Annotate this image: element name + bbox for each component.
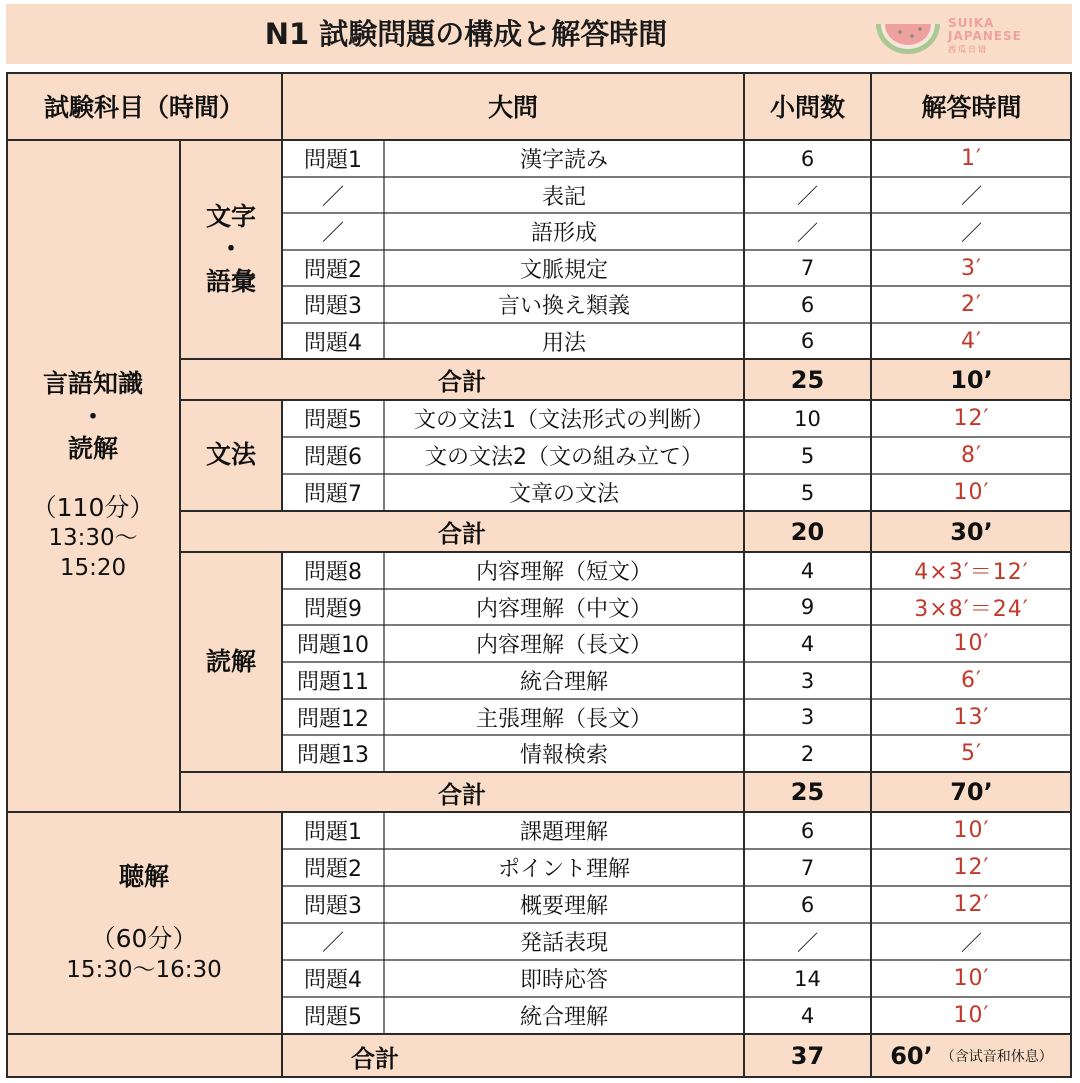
question-number: 問題5 — [304, 408, 362, 433]
question-count: 2 — [800, 741, 815, 766]
question-number: 問題1 — [304, 148, 362, 173]
subtotal-label: 合計 — [438, 520, 486, 548]
grand-total-label: 合計 — [351, 1044, 399, 1073]
question-time: 5′ — [961, 741, 982, 766]
question-number: 問題2 — [304, 857, 362, 882]
exam-structure-table — [6, 72, 1072, 1078]
question-time: ／ — [961, 930, 982, 955]
question-number: 問題3 — [304, 894, 362, 919]
question-name: 内容理解（中文） — [475, 596, 652, 622]
question-time: 4×3′＝12′ — [914, 560, 1029, 585]
question-count: 5 — [800, 480, 815, 505]
question-number: 問題2 — [304, 257, 362, 283]
group-label-bunpo: 文法 — [205, 440, 256, 470]
question-number: 問題4 — [304, 330, 362, 356]
part1-duration: （110分） — [31, 492, 155, 522]
group-moji-line1: 文字 — [205, 201, 256, 231]
grand-total-count: 37 — [790, 1042, 825, 1070]
question-name: 即時応答 — [519, 968, 608, 993]
question-name: 漢字読み — [519, 148, 608, 173]
question-name: 統合理解 — [519, 670, 608, 695]
part1-label-dot: ・ — [80, 401, 106, 431]
part1-label-sub: 読解 — [67, 434, 118, 464]
question-count: 5 — [800, 443, 815, 468]
title-bar — [6, 4, 1072, 64]
question-number: 問題8 — [304, 560, 362, 585]
question-time: 10′ — [953, 818, 990, 843]
question-name: 課題理解 — [519, 820, 608, 845]
part2-label — [6, 812, 282, 1034]
subtotal-label: 合計 — [438, 368, 486, 396]
question-time: 4′ — [961, 328, 982, 354]
question-number: 問題11 — [297, 670, 369, 695]
logo-line-2: JAPANESE — [948, 29, 1022, 43]
question-number: 問題13 — [297, 743, 369, 768]
question-number: 問題1 — [304, 820, 362, 845]
subtotal-time: 10’ — [950, 365, 993, 394]
question-time: 8′ — [961, 443, 982, 468]
question-count: 7 — [800, 256, 815, 280]
question-count: 4 — [800, 1003, 815, 1028]
part1-label-main: 言語知識 — [42, 369, 143, 399]
question-name: 概要理解 — [519, 894, 608, 919]
question-count: ／ — [797, 220, 818, 245]
subtotal-count: 25 — [790, 365, 825, 394]
group-moji-dot: ・ — [218, 234, 244, 264]
question-count: 6 — [800, 329, 815, 353]
question-time: 10′ — [953, 480, 990, 505]
question-time: 10′ — [953, 631, 990, 656]
watermelon-icon — [872, 12, 944, 58]
question-name: 情報検索 — [519, 743, 608, 768]
question-time: 13′ — [953, 704, 990, 730]
question-number: ／ — [321, 931, 344, 956]
question-name: 用法 — [541, 330, 586, 356]
question-time: 12′ — [953, 855, 990, 880]
question-time: 12′ — [953, 892, 990, 917]
question-name: 文の文法2（文の組み立て） — [425, 445, 703, 470]
question-time: 3×8′＝24′ — [914, 596, 1029, 622]
question-time: 2′ — [961, 292, 982, 317]
header-section: 大問 — [487, 93, 538, 122]
question-number: 問題6 — [304, 445, 362, 470]
question-time: ／ — [961, 220, 982, 245]
question-name: 文脈規定 — [519, 257, 608, 283]
question-name: 主張理解（長文） — [475, 706, 652, 732]
subtotal-count: 20 — [790, 517, 825, 546]
question-number: 問題3 — [304, 294, 362, 319]
watermark-logo — [872, 12, 1062, 58]
subtotal-time: 70’ — [950, 778, 993, 806]
group-moji-line2: 語彙 — [205, 266, 256, 296]
header-time: 解答時間 — [921, 93, 1022, 122]
question-count: 14 — [794, 966, 821, 991]
grand-total-note: （含试音和休息） — [940, 1049, 1053, 1065]
grand-total-time: 60’ — [890, 1042, 933, 1070]
question-name: ポイント理解 — [497, 857, 630, 882]
part2-duration: （60分） — [90, 924, 198, 954]
part2-label-main: 聴解 — [118, 861, 169, 891]
grand-total-time-cell — [871, 1034, 1072, 1078]
question-name: 統合理解 — [519, 1005, 608, 1030]
subtotal-time: 30’ — [950, 517, 993, 546]
page-title: N1 試験問題の構成と解答時間 — [264, 17, 668, 51]
question-number: ／ — [321, 184, 344, 210]
part1-label — [6, 140, 180, 812]
part2-time-range: 15:30～16:30 — [66, 956, 222, 983]
question-count: 6 — [800, 146, 815, 171]
header-count: 小問数 — [769, 93, 845, 122]
question-count: 3 — [800, 705, 815, 729]
question-count: ／ — [797, 930, 818, 955]
question-time: ／ — [961, 184, 982, 208]
question-time: 6′ — [961, 668, 982, 693]
question-count: 6 — [800, 292, 815, 317]
question-number: 問題4 — [304, 968, 362, 993]
header-subject: 試験科目（時間） — [43, 93, 244, 122]
question-number: 問題10 — [297, 633, 369, 658]
subtotal-count: 25 — [790, 778, 825, 806]
question-name: 文章の文法 — [508, 482, 619, 507]
question-time: 3′ — [961, 255, 982, 281]
question-number: ／ — [321, 221, 344, 246]
question-time: 1′ — [961, 146, 982, 171]
question-name: 文の文法1（文法形式の判断） — [414, 408, 714, 433]
question-name: 内容理解（短文） — [475, 560, 652, 585]
question-count: 9 — [800, 595, 815, 619]
logo-line-3: 西瓜日语 — [948, 45, 988, 54]
question-name: 内容理解（長文） — [475, 633, 652, 658]
question-count: 4 — [800, 631, 815, 656]
part1-time-end: 15:20 — [59, 555, 127, 581]
question-time: 10′ — [953, 966, 990, 991]
question-count: 7 — [800, 855, 815, 880]
question-count: 10 — [794, 406, 821, 431]
question-name: 発話表現 — [519, 931, 608, 956]
question-time: 10′ — [953, 1003, 990, 1028]
question-count: 4 — [800, 558, 815, 583]
group-label-moji-goi — [180, 140, 282, 359]
question-number: 問題5 — [304, 1005, 362, 1030]
question-count: ／ — [797, 184, 818, 208]
question-name: 表記 — [541, 184, 586, 210]
question-name: 語形成 — [530, 221, 597, 246]
logo-line-1: SUIKA — [948, 16, 995, 30]
question-count: 6 — [800, 892, 815, 917]
subtotal-label: 合計 — [438, 780, 486, 809]
question-number: 問題12 — [297, 706, 369, 732]
group-label-dokkai: 読解 — [205, 646, 256, 676]
question-name: 言い換え類義 — [497, 294, 630, 319]
question-time: 12′ — [953, 406, 990, 431]
question-number: 問題9 — [304, 596, 362, 622]
question-number: 問題7 — [304, 482, 362, 507]
question-count: 6 — [800, 818, 815, 843]
question-count: 3 — [800, 668, 815, 693]
part1-time-start: 13:30～ — [48, 525, 138, 552]
